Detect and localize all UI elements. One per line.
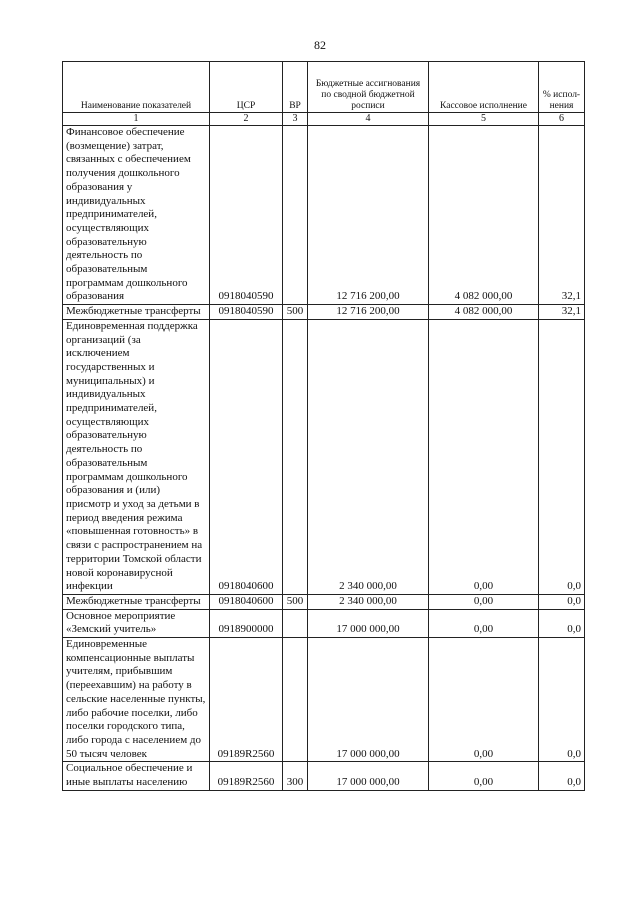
row-csr: 0918040600: [210, 319, 283, 594]
row-csr: 0918040600: [210, 594, 283, 609]
column-number: 6: [539, 113, 585, 126]
row-budget: 17 000 000,00: [308, 762, 429, 790]
table-header-row: [63, 62, 585, 113]
row-budget: 17 000 000,00: [308, 609, 429, 637]
row-budget: 2 340 000,00: [308, 319, 429, 594]
column-number: 1: [63, 113, 210, 126]
row-name: Межбюджетные трансферты: [63, 305, 210, 320]
row-budget: 12 716 200,00: [308, 305, 429, 320]
row-cash: 0,00: [429, 762, 539, 790]
row-name: Основное мероприятие «Земский учитель»: [63, 609, 210, 637]
row-csr: 0918900000: [210, 609, 283, 637]
page-number: 82: [314, 38, 326, 52]
row-budget: 17 000 000,00: [308, 638, 429, 762]
row-csr: 09189R2560: [210, 762, 283, 790]
header-name: Наименование показателей: [63, 62, 210, 113]
budget-execution-table: [62, 61, 585, 791]
row-name: Социальное обеспечение и иные выплаты населению: [63, 762, 210, 790]
row-name: Единовременная поддержка организаций (за исключением государственных и муниципальных) и индивидуальных предпринимателей, осуществляющих образовательную деятельность по образовательным программам дошкольного образования и (или) присмотр и уход за детьми в период введения режима «повышенная готовность» в связи с распространением на территории Томской области новой коронавирусной инфекции: [63, 319, 210, 594]
row-cash: 4 082 000,00: [429, 126, 539, 305]
column-number: 4: [308, 113, 429, 126]
table-row: [63, 594, 585, 609]
row-cash: 0,00: [429, 319, 539, 594]
row-csr: 0918040590: [210, 126, 283, 305]
table-row: [63, 319, 585, 594]
header-cash: Кассовое исполнение: [429, 62, 539, 113]
row-percent: 0,0: [539, 594, 585, 609]
row-cash: 0,00: [429, 594, 539, 609]
row-name: Межбюджетные трансферты: [63, 594, 210, 609]
column-number-row: [63, 113, 585, 126]
row-vr: [283, 638, 308, 762]
row-vr: 500: [283, 305, 308, 320]
column-number: 5: [429, 113, 539, 126]
table-row: [63, 609, 585, 637]
table-row: [63, 638, 585, 762]
header-vr: ВР: [283, 62, 308, 113]
row-cash: 4 082 000,00: [429, 305, 539, 320]
row-cash: 0,00: [429, 609, 539, 637]
column-number: 3: [283, 113, 308, 126]
row-vr: [283, 319, 308, 594]
table-row: [63, 762, 585, 790]
row-vr: 500: [283, 594, 308, 609]
row-csr: 0918040590: [210, 305, 283, 320]
row-percent: 0,0: [539, 319, 585, 594]
row-percent: 32,1: [539, 305, 585, 320]
header-percent: % испол-нения: [539, 62, 585, 113]
table-row: [63, 126, 585, 305]
row-cash: 0,00: [429, 638, 539, 762]
row-csr: 09189R2560: [210, 638, 283, 762]
row-name: Единовременные компенсационные выплаты учителям, прибывшим (переехавшим) на работу в сельские населенные пункты, либо рабочие поселки, либо поселки городского типа, либо города с населением до 50 тысяч человек: [63, 638, 210, 762]
row-percent: 0,0: [539, 609, 585, 637]
row-name: Финансовое обеспечение (возмещение) затрат, связанных с обеспечением получения дошкольного образования у индивидуальных предпринимателей, осуществляющих образовательную деятельность по образовательным программам дошкольного образования: [63, 126, 210, 305]
row-budget: 2 340 000,00: [308, 594, 429, 609]
row-budget: 12 716 200,00: [308, 126, 429, 305]
header-csr: ЦСР: [210, 62, 283, 113]
column-number: 2: [210, 113, 283, 126]
row-vr: [283, 126, 308, 305]
row-percent: 0,0: [539, 762, 585, 790]
row-vr: 300: [283, 762, 308, 790]
header-budget: Бюджетные ассигнования по сводной бюджетной росписи: [308, 62, 429, 113]
row-vr: [283, 609, 308, 637]
table-row: [63, 305, 585, 320]
row-percent: 32,1: [539, 126, 585, 305]
row-percent: 0,0: [539, 638, 585, 762]
